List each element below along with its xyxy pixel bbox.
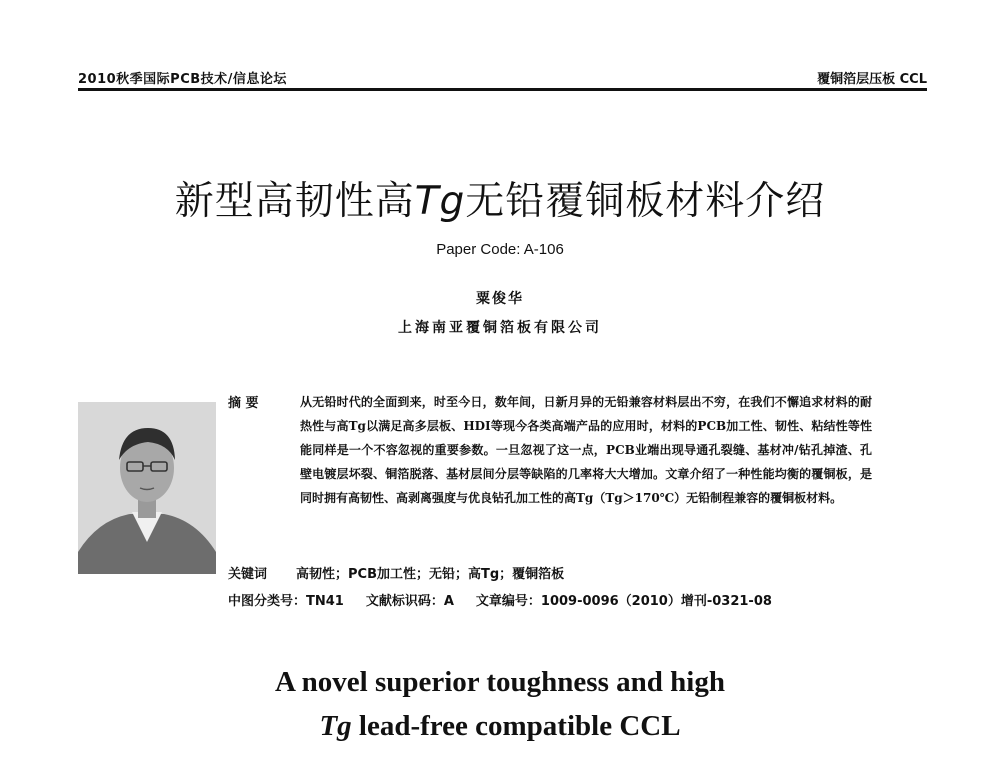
clc-number: 中图分类号：TN41 (228, 594, 344, 609)
article-number: 文章编号：1009-0096（2010）增刊-0321-08 (475, 594, 772, 609)
header-section: 覆铜箔层压板 CCL (817, 72, 927, 87)
english-title-rest: lead-free compatible CCL (351, 710, 681, 742)
portrait-image (78, 402, 216, 574)
header-rule (78, 88, 927, 91)
english-title (0, 660, 1000, 748)
keywords-line (228, 563, 564, 582)
english-title-tg: Tg (319, 710, 352, 742)
english-title-line-1: A novel superior toughness and high (275, 666, 725, 698)
running-header (78, 66, 927, 88)
english-title-line-2 (0, 704, 1000, 748)
title-part-1: 新型高韧性高 (174, 179, 415, 224)
paper-title (0, 170, 1000, 226)
classification-line (228, 590, 794, 609)
author-affiliation: 上海南亚覆铜箔板有限公司 (398, 320, 602, 336)
paper-code: Paper Code: A-106 (436, 241, 564, 258)
title-part-2: 无铅覆铜板材料介绍 (465, 179, 826, 224)
author-photo (78, 402, 216, 574)
keywords-label: 关键词 (228, 567, 268, 582)
abstract-label: 摘 要 (228, 396, 259, 411)
title-tg: Tg (414, 179, 466, 224)
abstract-text: 从无铅时代的全面到来，时至今日，数年间，日新月异的无铅兼容材料层出不穷，在我们不懈追求材料的耐热性与高Tg以满足高多层板、HDI等现今各类高端产品的应用时，材料的PCB加工性、韧性、粘结性等性能同样是一个不容忽视的重要参数。一旦忽视了这一点，PCB业端出现导通孔裂缝、基材冲/钻孔掉渣、孔壁电镀层坏裂、铜箔脱落、基材层间分层等缺陷的几率将大大增加。文章介绍了一种性能均衡的覆铜板，是同时拥有高韧性、高剥离强度与优良钻孔加工性的高Tg（Tg＞170℃）无铅制程兼容的覆铜板材料。 (300, 395, 872, 505)
header-conference: 2010秋季国际PCB技术/信息论坛 (78, 72, 287, 87)
author-name: 粟俊华 (476, 291, 524, 307)
keywords-text: 高韧性；PCB加工性；无铅；高Tg；覆铜箔板 (296, 567, 565, 582)
document-code: 文献标识码：A (365, 594, 454, 609)
